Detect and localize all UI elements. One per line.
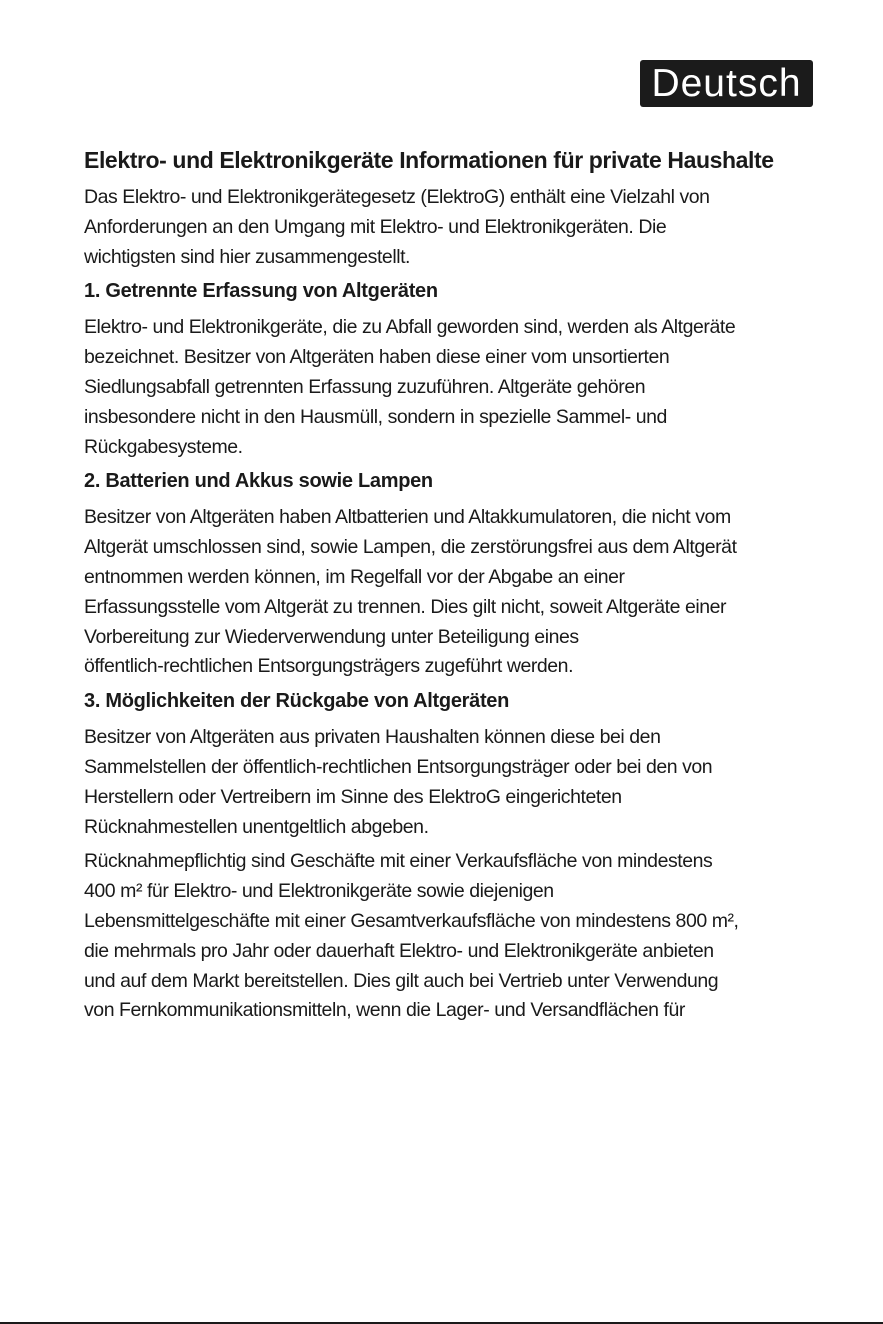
text-line: insbesondere nicht in den Hausmüll, sondern in spezielle Sammel- und [84, 405, 667, 428]
document-body [84, 143, 824, 1031]
text-line: wichtigsten sind hier zusammengestellt. [84, 245, 411, 268]
text-line: Das Elektro- und Elektronikgerätegesetz (ElektroG) enthält eine Vielzahl von [84, 186, 710, 208]
text-line: Besitzer von Altgeräten aus privaten Haushalten können diese bei den [84, 726, 661, 749]
text-line: die mehrmals pro Jahr oder dauerhaft Elektro- und Elektronikgeräte anbieten [84, 939, 714, 962]
text-line: Rücknahmestellen unentgeltlich abgeben. [84, 815, 429, 838]
text-line: entnommen werden können, im Regelfall vor der Abgabe an einer [84, 565, 625, 588]
section-paragraph [84, 723, 824, 842]
text-line: 400 m² für Elektro- und Elektronikgeräte sowie diejenigen [84, 880, 554, 903]
section-paragraph [84, 503, 824, 682]
text-line: bezeichnet. Besitzer von Altgeräten haben diese einer vom unsortierten [84, 346, 670, 369]
text-line: von Fernkommunikationsmitteln, wenn die Lager- und Versandflächen für [84, 999, 685, 1022]
text-line: öffentlich-rechtlichen Entsorgungsträgers zugeführt werden. [84, 655, 574, 678]
text-line: und auf dem Markt bereitstellen. Dies gilt auch bei Vertrieb unter Verwendung [84, 969, 719, 992]
text-line: Herstellern oder Vertreibern im Sinne des ElektroG eingerichteten [84, 785, 622, 808]
intro-paragraph [84, 183, 824, 272]
text-line: Rückgabesysteme. [84, 435, 243, 458]
text-line: Anforderungen an den Umgang mit Elektro- und Elektronikgeräten. Die [84, 215, 667, 238]
section-heading: 3. Möglichkeiten der Rückgabe von Altgeräten [84, 690, 510, 713]
language-badge: Deutsch [640, 60, 813, 107]
section-return-options [84, 687, 824, 1026]
text-line: Besitzer von Altgeräten haben Altbatterien und Altakkumulatoren, die nicht vom [84, 506, 731, 529]
section-heading: 2. Batterien und Akkus sowie Lampen [84, 470, 433, 493]
text-line: Siedlungsabfall getrennten Erfassung zuzuführen. Altgeräte gehören [84, 375, 646, 398]
text-line: Erfassungsstelle vom Altgerät zu trennen. Dies gilt nicht, soweit Altgeräte einer [84, 595, 727, 618]
text-line: Altgerät umschlossen sind, sowie Lampen, die zerstörungsfrei aus dem Altgerät [84, 536, 737, 559]
section-paragraph [84, 313, 824, 462]
text-line: Rücknahmepflichtig sind Geschäfte mit einer Verkaufsfläche von mindestens [84, 850, 713, 873]
section-paragraph [84, 847, 824, 1026]
text-line: Elektro- und Elektronikgeräte, die zu Abfall geworden sind, werden als Altgeräte [84, 316, 736, 339]
text-line: Sammelstellen der öffentlich-rechtlichen Entsorgungsträger oder bei den von [84, 755, 713, 778]
section-batteries-lamps [84, 467, 824, 682]
text-line: Vorbereitung zur Wiederverwendung unter Beteiligung eines [84, 625, 579, 648]
document-title: Elektro- und Elektronikgeräte Informationen für private Haushalte [84, 147, 774, 173]
section-heading: 1. Getrennte Erfassung von Altgeräten [84, 280, 438, 303]
section-separate-collection [84, 277, 824, 462]
text-line: Lebensmittelgeschäfte mit einer Gesamtverkaufsfläche von mindestens 800 m², [84, 909, 739, 932]
